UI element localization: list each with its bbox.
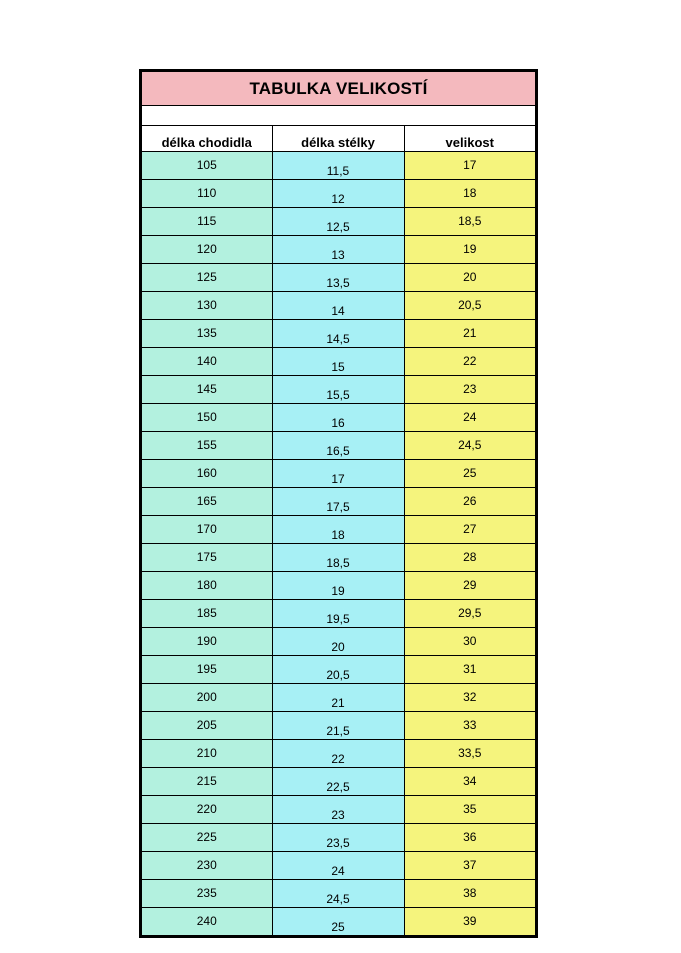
insole-length-cell: 18,5	[272, 544, 404, 572]
table-row	[142, 712, 535, 740]
header-foot-length: délka chodidla	[142, 126, 272, 152]
insole-length-cell: 13,5	[272, 264, 404, 292]
foot-length-cell: 135	[142, 320, 272, 348]
size-table	[142, 126, 535, 935]
table-row	[142, 208, 535, 236]
insole-length-cell: 22,5	[272, 768, 404, 796]
insole-length-cell: 15,5	[272, 376, 404, 404]
size-cell: 30	[404, 628, 535, 656]
size-cell: 24,5	[404, 432, 535, 460]
insole-length-cell: 16	[272, 404, 404, 432]
size-cell: 27	[404, 516, 535, 544]
size-cell: 32	[404, 684, 535, 712]
insole-length-cell: 12,5	[272, 208, 404, 236]
table-row	[142, 600, 535, 628]
foot-length-cell: 150	[142, 404, 272, 432]
table-row	[142, 796, 535, 824]
table-row	[142, 376, 535, 404]
insole-length-cell: 16,5	[272, 432, 404, 460]
insole-length-cell: 21	[272, 684, 404, 712]
foot-length-cell: 210	[142, 740, 272, 768]
foot-length-cell: 105	[142, 152, 272, 180]
size-cell: 24	[404, 404, 535, 432]
insole-length-cell: 23,5	[272, 824, 404, 852]
table-row	[142, 544, 535, 572]
insole-length-cell: 19,5	[272, 600, 404, 628]
insole-length-cell: 20	[272, 628, 404, 656]
size-cell: 19	[404, 236, 535, 264]
table-row	[142, 180, 535, 208]
table-row	[142, 824, 535, 852]
insole-length-cell: 20,5	[272, 656, 404, 684]
foot-length-cell: 215	[142, 768, 272, 796]
foot-length-cell: 160	[142, 460, 272, 488]
table-row	[142, 852, 535, 880]
insole-length-cell: 15	[272, 348, 404, 376]
size-cell: 28	[404, 544, 535, 572]
table-row	[142, 320, 535, 348]
table-row	[142, 516, 535, 544]
table-row	[142, 908, 535, 936]
size-cell: 33,5	[404, 740, 535, 768]
size-cell: 31	[404, 656, 535, 684]
foot-length-cell: 205	[142, 712, 272, 740]
foot-length-cell: 240	[142, 908, 272, 936]
foot-length-cell: 165	[142, 488, 272, 516]
table-row	[142, 628, 535, 656]
insole-length-cell: 19	[272, 572, 404, 600]
table-row	[142, 684, 535, 712]
table-row	[142, 432, 535, 460]
insole-length-cell: 18	[272, 516, 404, 544]
foot-length-cell: 155	[142, 432, 272, 460]
size-cell: 26	[404, 488, 535, 516]
insole-length-cell: 24,5	[272, 880, 404, 908]
size-cell: 29	[404, 572, 535, 600]
title-spacer-row	[142, 106, 535, 126]
foot-length-cell: 235	[142, 880, 272, 908]
foot-length-cell: 230	[142, 852, 272, 880]
size-cell: 25	[404, 460, 535, 488]
size-chart	[139, 69, 538, 938]
foot-length-cell: 190	[142, 628, 272, 656]
size-cell: 33	[404, 712, 535, 740]
table-row	[142, 152, 535, 180]
size-cell: 23	[404, 376, 535, 404]
table-row	[142, 404, 535, 432]
header-insole-length: délka stélky	[272, 126, 404, 152]
size-cell: 22	[404, 348, 535, 376]
insole-length-cell: 12	[272, 180, 404, 208]
insole-length-cell: 17,5	[272, 488, 404, 516]
insole-length-cell: 21,5	[272, 712, 404, 740]
foot-length-cell: 130	[142, 292, 272, 320]
foot-length-cell: 170	[142, 516, 272, 544]
size-cell: 21	[404, 320, 535, 348]
size-cell: 18	[404, 180, 535, 208]
foot-length-cell: 125	[142, 264, 272, 292]
size-cell: 20	[404, 264, 535, 292]
table-row	[142, 460, 535, 488]
foot-length-cell: 180	[142, 572, 272, 600]
foot-length-cell: 220	[142, 796, 272, 824]
table-row	[142, 768, 535, 796]
size-cell: 36	[404, 824, 535, 852]
table-row	[142, 572, 535, 600]
foot-length-cell: 115	[142, 208, 272, 236]
table-row	[142, 348, 535, 376]
foot-length-cell: 185	[142, 600, 272, 628]
foot-length-cell: 200	[142, 684, 272, 712]
insole-length-cell: 25	[272, 908, 404, 936]
insole-length-cell: 17	[272, 460, 404, 488]
insole-length-cell: 23	[272, 796, 404, 824]
table-row	[142, 488, 535, 516]
size-cell: 38	[404, 880, 535, 908]
foot-length-cell: 120	[142, 236, 272, 264]
size-cell: 20,5	[404, 292, 535, 320]
insole-length-cell: 24	[272, 852, 404, 880]
size-cell: 39	[404, 908, 535, 936]
table-row	[142, 740, 535, 768]
insole-length-cell: 11,5	[272, 152, 404, 180]
foot-length-cell: 195	[142, 656, 272, 684]
insole-length-cell: 13	[272, 236, 404, 264]
foot-length-cell: 145	[142, 376, 272, 404]
table-row	[142, 880, 535, 908]
insole-length-cell: 14	[272, 292, 404, 320]
insole-length-cell: 22	[272, 740, 404, 768]
header-size: velikost	[404, 126, 535, 152]
size-cell: 35	[404, 796, 535, 824]
table-row	[142, 656, 535, 684]
size-cell: 29,5	[404, 600, 535, 628]
size-cell: 18,5	[404, 208, 535, 236]
table-body	[142, 152, 535, 936]
size-cell: 34	[404, 768, 535, 796]
header-row	[142, 126, 535, 152]
foot-length-cell: 225	[142, 824, 272, 852]
table-row	[142, 236, 535, 264]
foot-length-cell: 175	[142, 544, 272, 572]
size-cell: 37	[404, 852, 535, 880]
size-cell: 17	[404, 152, 535, 180]
insole-length-cell: 14,5	[272, 320, 404, 348]
foot-length-cell: 140	[142, 348, 272, 376]
table-row	[142, 264, 535, 292]
foot-length-cell: 110	[142, 180, 272, 208]
table-row	[142, 292, 535, 320]
table-title: TABULKA VELIKOSTÍ	[142, 72, 535, 106]
